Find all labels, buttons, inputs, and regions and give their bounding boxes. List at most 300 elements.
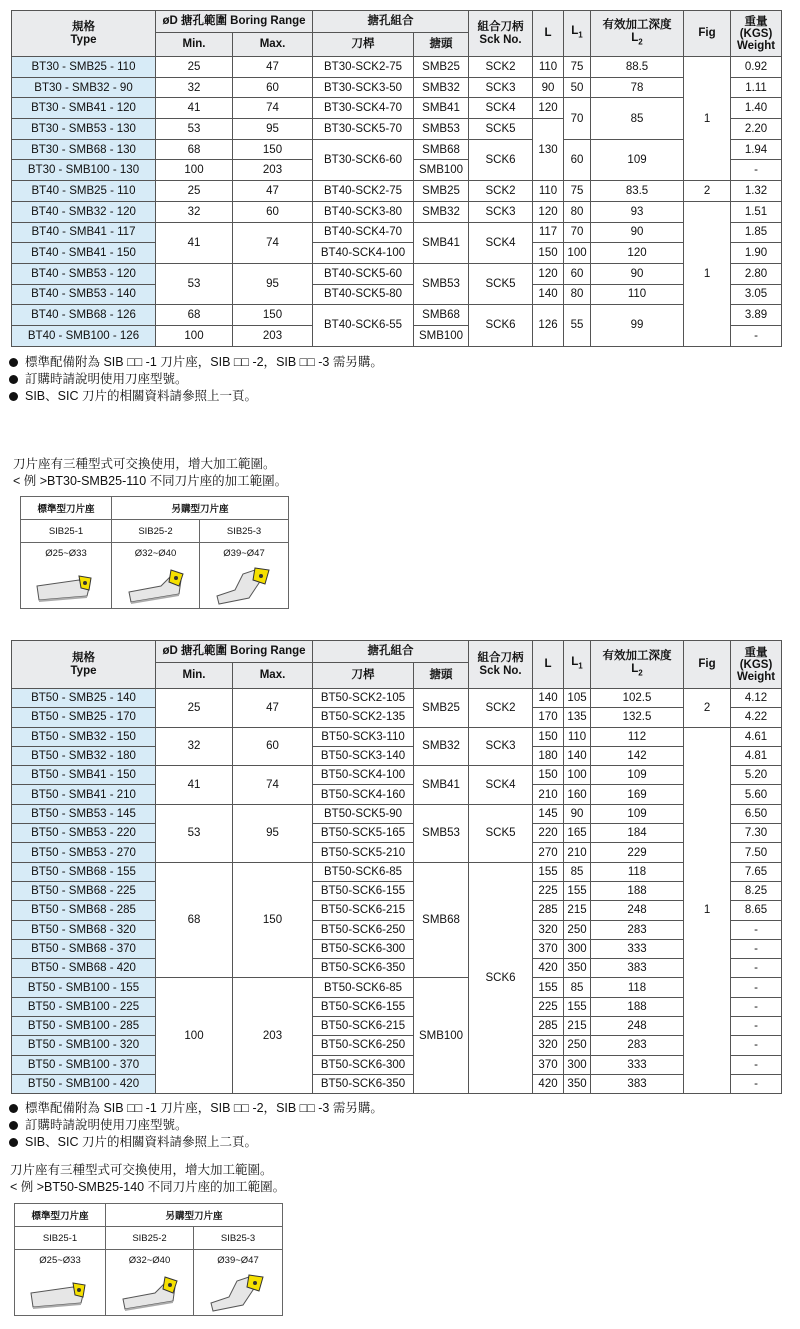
- weight-cell: -: [731, 959, 782, 978]
- sck-cell: SCK4: [469, 222, 533, 263]
- max-cell: 95: [233, 119, 313, 140]
- weight-cell: 4.61: [731, 727, 782, 746]
- type-cell: BT50 - SMB32 - 150: [12, 727, 156, 746]
- l1-cell: 70: [564, 98, 591, 139]
- header-sck-no: 組合刀柄 Sck No.: [469, 11, 533, 57]
- l2-cell: 383: [591, 1074, 684, 1093]
- shank-cell: BT50-SCK5-210: [313, 843, 414, 862]
- l1-cell: 100: [564, 766, 591, 785]
- l-cell: 110: [533, 181, 564, 202]
- weight-cell: -: [731, 1017, 782, 1036]
- l1-cell: 250: [564, 920, 591, 939]
- weight-cell: -: [731, 1036, 782, 1055]
- header-sck-no: 組合刀柄 Sck No.: [469, 641, 533, 689]
- sck-cell: SCK4: [469, 98, 533, 119]
- l2-cell: 184: [591, 824, 684, 843]
- weight-cell: 1.32: [731, 181, 782, 202]
- min-cell: 53: [156, 263, 233, 304]
- header-fig: Fig: [684, 641, 731, 689]
- bullet-icon: [9, 375, 18, 384]
- type-cell: BT50 - SMB68 - 285: [12, 901, 156, 920]
- header-spec-type: 規格 Type: [12, 11, 156, 57]
- table-row: [12, 920, 782, 939]
- l-cell: 140: [533, 284, 564, 305]
- l2-cell: 283: [591, 1036, 684, 1055]
- type-cell: BT50 - SMB68 - 155: [12, 862, 156, 881]
- min-cell: 41: [156, 766, 233, 805]
- l1-cell: 100: [564, 243, 591, 264]
- l-cell: 120: [533, 98, 564, 119]
- table-row: [12, 243, 782, 264]
- head-cell: SMB53: [414, 263, 469, 304]
- shank-cell: BT50-SCK6-155: [313, 881, 414, 900]
- holder-range: Ø32~Ø40: [112, 543, 200, 564]
- holder-range: Ø39~Ø47: [200, 543, 289, 564]
- shank-cell: BT50-SCK5-90: [313, 804, 414, 823]
- l-cell: 180: [533, 746, 564, 765]
- l1-cell: 80: [564, 201, 591, 222]
- shank-cell: BT30-SCK6-60: [313, 139, 414, 180]
- sck-cell: SCK6: [469, 862, 533, 1094]
- table-row: [12, 804, 782, 823]
- l2-cell: 283: [591, 920, 684, 939]
- fig-cell: 1: [684, 201, 731, 346]
- type-cell: BT40 - SMB32 - 120: [12, 201, 156, 222]
- l2-cell: 248: [591, 1017, 684, 1036]
- shank-cell: BT40-SCK6-55: [313, 305, 414, 346]
- header-shank: 刀桿: [313, 33, 414, 57]
- l2-cell: 109: [591, 804, 684, 823]
- notes-block-2: [9, 1100, 383, 1151]
- header-combo: 搪孔組合: [313, 11, 469, 33]
- head-cell: SMB53: [414, 119, 469, 140]
- min-cell: 25: [156, 181, 233, 202]
- head-cell: SMB25: [414, 689, 469, 728]
- shank-cell: BT30-SCK5-70: [313, 119, 414, 140]
- weight-cell: -: [731, 939, 782, 958]
- l1-cell: 60: [564, 263, 591, 284]
- table-row: [12, 77, 782, 98]
- l-cell: 155: [533, 978, 564, 997]
- insert-holder-table-2: [14, 1203, 283, 1316]
- weight-cell: 7.50: [731, 843, 782, 862]
- l-cell: 225: [533, 881, 564, 900]
- table-row: [12, 997, 782, 1016]
- weight-cell: 3.05: [731, 284, 782, 305]
- l1-cell: 250: [564, 1036, 591, 1055]
- weight-cell: 5.20: [731, 766, 782, 785]
- head-cell: SMB32: [414, 727, 469, 766]
- l2-cell: 142: [591, 746, 684, 765]
- shank-cell: BT40-SCK3-80: [313, 201, 414, 222]
- weight-cell: -: [731, 1055, 782, 1074]
- shank-cell: BT50-SCK6-215: [313, 901, 414, 920]
- max-cell: 203: [233, 978, 313, 1094]
- header-l: L: [533, 641, 564, 689]
- table-row: [12, 901, 782, 920]
- min-cell: 53: [156, 804, 233, 862]
- type-cell: BT30 - SMB32 - 90: [12, 77, 156, 98]
- standard-holder-header: 標準型刀片座: [21, 497, 112, 520]
- note-item: 訂購時請說明使用刀座型號。: [9, 1117, 383, 1134]
- header-head: 搪頭: [414, 663, 469, 689]
- l2-cell: 120: [591, 243, 684, 264]
- weight-cell: -: [731, 978, 782, 997]
- max-cell: 95: [233, 263, 313, 304]
- holder-range: Ø25~Ø33: [15, 1250, 106, 1271]
- max-cell: 47: [233, 181, 313, 202]
- weight-cell: 7.30: [731, 824, 782, 843]
- l-cell: 285: [533, 1017, 564, 1036]
- max-cell: 150: [233, 305, 313, 326]
- l2-cell: 229: [591, 843, 684, 862]
- max-cell: 60: [233, 727, 313, 766]
- l2-cell: 78: [591, 77, 684, 98]
- l1-cell: 155: [564, 997, 591, 1016]
- shank-cell: BT50-SCK3-110: [313, 727, 414, 746]
- max-cell: 150: [233, 862, 313, 978]
- type-cell: BT50 - SMB100 - 320: [12, 1036, 156, 1055]
- sib-2-holder-icon: [106, 1270, 194, 1316]
- header-head: 搪頭: [414, 33, 469, 57]
- weight-cell: 4.22: [731, 708, 782, 727]
- min-cell: 25: [156, 689, 233, 728]
- weight-cell: 7.65: [731, 862, 782, 881]
- table-row: [12, 284, 782, 305]
- min-cell: 32: [156, 727, 233, 766]
- header-l1: $L_1$: [564, 641, 591, 689]
- l-cell: 145: [533, 804, 564, 823]
- type-cell: BT40 - SMB41 - 150: [12, 243, 156, 264]
- l1-cell: 90: [564, 804, 591, 823]
- type-cell: BT40 - SMB53 - 140: [12, 284, 156, 305]
- l1-cell: 110: [564, 727, 591, 746]
- type-cell: BT50 - SMB53 - 220: [12, 824, 156, 843]
- holder-name: SIB25-2: [106, 1227, 194, 1250]
- l1-cell: 85: [564, 862, 591, 881]
- header-boring-range: øD 搪孔範圍 Boring Range: [156, 11, 313, 33]
- bullet-icon: [9, 1121, 18, 1130]
- shank-cell: BT40-SCK5-80: [313, 284, 414, 305]
- l2-cell: 333: [591, 939, 684, 958]
- l-cell: 110: [533, 57, 564, 78]
- type-cell: BT30 - SMB41 - 120: [12, 98, 156, 119]
- l2-cell: 112: [591, 727, 684, 746]
- head-cell: SMB25: [414, 57, 469, 78]
- l1-cell: 155: [564, 881, 591, 900]
- note-item: 訂購時請說明使用刀座型號。: [9, 371, 383, 388]
- l-cell: 117: [533, 222, 564, 243]
- max-cell: 47: [233, 689, 313, 728]
- table-row: [12, 263, 782, 284]
- l1-cell: 300: [564, 939, 591, 958]
- l1-cell: 55: [564, 305, 591, 346]
- sib-2-holder-icon: [112, 563, 200, 609]
- table-row: [12, 959, 782, 978]
- l-cell: 130: [533, 119, 564, 181]
- table-row: [12, 862, 782, 881]
- header-min: Min.: [156, 33, 233, 57]
- type-cell: BT50 - SMB41 - 210: [12, 785, 156, 804]
- standard-holder-header: 標準型刀片座: [15, 1204, 106, 1227]
- max-cell: 203: [233, 160, 313, 181]
- header-depth-l2: 有效加工深度 $L_2$: [591, 11, 684, 57]
- shank-cell: BT50-SCK2-135: [313, 708, 414, 727]
- head-cell: SMB41: [414, 98, 469, 119]
- bullet-icon: [9, 1104, 18, 1113]
- l-cell: 120: [533, 201, 564, 222]
- sck-cell: SCK5: [469, 804, 533, 862]
- l2-cell: 109: [591, 766, 684, 785]
- header-l1: $L_1$: [564, 11, 591, 57]
- l-cell: 420: [533, 959, 564, 978]
- head-cell: SMB68: [414, 862, 469, 978]
- l1-cell: 350: [564, 1074, 591, 1093]
- weight-cell: 1.11: [731, 77, 782, 98]
- min-cell: 68: [156, 862, 233, 978]
- fig-cell: 1: [684, 727, 731, 1094]
- l1-cell: 210: [564, 843, 591, 862]
- header-max: Max.: [233, 663, 313, 689]
- sck-cell: SCK4: [469, 766, 533, 805]
- type-cell: BT50 - SMB32 - 180: [12, 746, 156, 765]
- table-row: [12, 1036, 782, 1055]
- note-item: 標準配備附為 SIB □□ -1 刀片座，SIB □□ -2，SIB □□ -3 需另購。: [9, 1100, 383, 1117]
- table-row: [12, 1074, 782, 1093]
- sck-cell: SCK3: [469, 77, 533, 98]
- l-cell: 150: [533, 766, 564, 785]
- sck-cell: SCK6: [469, 139, 533, 180]
- head-cell: SMB41: [414, 222, 469, 263]
- l2-cell: 169: [591, 785, 684, 804]
- head-cell: SMB100: [414, 325, 469, 346]
- max-cell: 74: [233, 222, 313, 263]
- type-cell: BT50 - SMB100 - 420: [12, 1074, 156, 1093]
- l2-cell: 188: [591, 881, 684, 900]
- type-cell: BT50 - SMB25 - 140: [12, 689, 156, 708]
- holder-range: Ø25~Ø33: [21, 543, 112, 564]
- min-cell: 25: [156, 57, 233, 78]
- table-row: [12, 939, 782, 958]
- shank-cell: BT50-SCK6-350: [313, 959, 414, 978]
- l2-cell: 90: [591, 222, 684, 243]
- min-cell: 100: [156, 160, 233, 181]
- sib-3-holder-icon: [194, 1270, 283, 1316]
- bullet-icon: [9, 392, 18, 401]
- table-row: [12, 785, 782, 804]
- max-cell: 60: [233, 201, 313, 222]
- l1-cell: 215: [564, 1017, 591, 1036]
- holder-name: SIB25-3: [200, 520, 289, 543]
- table-row: [12, 1017, 782, 1036]
- type-cell: BT50 - SMB68 - 420: [12, 959, 156, 978]
- max-cell: 203: [233, 325, 313, 346]
- shank-cell: BT30-SCK4-70: [313, 98, 414, 119]
- weight-cell: 5.60: [731, 785, 782, 804]
- table-row: [12, 978, 782, 997]
- sib-1-holder-icon: [21, 563, 112, 609]
- l2-cell: 132.5: [591, 708, 684, 727]
- interchange-note-1: 刀片座有三種型式可交換使用，增大加工範圍。 < 例 >BT30-SMB25-110 不同刀片座的加工範圍。: [13, 457, 288, 488]
- min-cell: 41: [156, 222, 233, 263]
- table-row: [12, 1055, 782, 1074]
- shank-cell: BT40-SCK4-70: [313, 222, 414, 243]
- type-cell: BT50 - SMB25 - 170: [12, 708, 156, 727]
- weight-cell: -: [731, 920, 782, 939]
- max-cell: 60: [233, 77, 313, 98]
- table-row: [12, 57, 782, 78]
- l2-cell: 109: [591, 139, 684, 180]
- l-cell: 225: [533, 997, 564, 1016]
- l2-cell: 88.5: [591, 57, 684, 78]
- max-cell: 74: [233, 98, 313, 119]
- type-cell: BT40 - SMB53 - 120: [12, 263, 156, 284]
- bullet-icon: [9, 358, 18, 367]
- head-cell: SMB25: [414, 181, 469, 202]
- shank-cell: BT50-SCK6-155: [313, 997, 414, 1016]
- sib-3-holder-icon: [200, 563, 289, 609]
- table-row: [12, 727, 782, 746]
- header-boring-range: øD 搪孔範圍 Boring Range: [156, 641, 313, 663]
- l-cell: 150: [533, 727, 564, 746]
- l-cell: 150: [533, 243, 564, 264]
- weight-cell: 4.12: [731, 689, 782, 708]
- shank-cell: BT50-SCK2-105: [313, 689, 414, 708]
- weight-cell: -: [731, 325, 782, 346]
- type-cell: BT50 - SMB100 - 370: [12, 1055, 156, 1074]
- min-cell: 100: [156, 978, 233, 1094]
- shank-cell: BT50-SCK6-215: [313, 1017, 414, 1036]
- l1-cell: 300: [564, 1055, 591, 1074]
- min-cell: 68: [156, 139, 233, 160]
- l1-cell: 80: [564, 284, 591, 305]
- shank-cell: BT50-SCK6-250: [313, 920, 414, 939]
- fig-cell: 2: [684, 181, 731, 202]
- header-depth-l2: 有效加工深度 $L_2$: [591, 641, 684, 689]
- l-cell: 270: [533, 843, 564, 862]
- type-cell: BT40 - SMB25 - 110: [12, 181, 156, 202]
- fig-cell: 2: [684, 689, 731, 728]
- type-cell: BT30 - SMB25 - 110: [12, 57, 156, 78]
- header-l: L: [533, 11, 564, 57]
- header-weight: 重量 (KGS) Weight: [731, 641, 782, 689]
- l-cell: 370: [533, 1055, 564, 1074]
- l2-cell: 333: [591, 1055, 684, 1074]
- l1-cell: 70: [564, 222, 591, 243]
- max-cell: 74: [233, 766, 313, 805]
- shank-cell: BT50-SCK6-250: [313, 1036, 414, 1055]
- shank-cell: BT50-SCK6-300: [313, 939, 414, 958]
- l1-cell: 140: [564, 746, 591, 765]
- weight-cell: -: [731, 160, 782, 181]
- note-item: SIB、SIC 刀片的相關資料請參照上二頁。: [9, 1134, 383, 1151]
- l-cell: 420: [533, 1074, 564, 1093]
- optional-holder-header: 另購型刀片座: [112, 497, 289, 520]
- l-cell: 220: [533, 824, 564, 843]
- shank-cell: BT40-SCK2-75: [313, 181, 414, 202]
- l-cell: 140: [533, 689, 564, 708]
- note-item: SIB、SIC 刀片的相關資料請參照上一頁。: [9, 388, 383, 405]
- sck-cell: SCK3: [469, 727, 533, 766]
- shank-cell: BT30-SCK2-75: [313, 57, 414, 78]
- optional-holder-header: 另購型刀片座: [106, 1204, 283, 1227]
- type-cell: BT50 - SMB68 - 370: [12, 939, 156, 958]
- head-cell: SMB100: [414, 160, 469, 181]
- head-cell: SMB53: [414, 804, 469, 862]
- type-cell: BT50 - SMB53 - 145: [12, 804, 156, 823]
- shank-cell: BT50-SCK6-300: [313, 1055, 414, 1074]
- shank-cell: BT50-SCK3-140: [313, 746, 414, 765]
- l2-cell: 118: [591, 978, 684, 997]
- max-cell: 150: [233, 139, 313, 160]
- holder-name: SIB25-1: [21, 520, 112, 543]
- shank-cell: BT50-SCK6-85: [313, 978, 414, 997]
- l2-cell: 383: [591, 959, 684, 978]
- shank-cell: BT40-SCK4-100: [313, 243, 414, 264]
- table-row: [12, 98, 782, 119]
- header-weight: 重量 (KGS) Weight: [731, 11, 782, 57]
- shank-cell: BT50-SCK6-350: [313, 1074, 414, 1093]
- weight-cell: 1.85: [731, 222, 782, 243]
- l-cell: 320: [533, 1036, 564, 1055]
- l2-cell: 110: [591, 284, 684, 305]
- sck-cell: SCK3: [469, 201, 533, 222]
- shank-cell: BT30-SCK3-50: [313, 77, 414, 98]
- head-cell: SMB68: [414, 139, 469, 160]
- l1-cell: 215: [564, 901, 591, 920]
- table-row: [12, 181, 782, 202]
- shank-cell: BT50-SCK4-100: [313, 766, 414, 785]
- table-row: [12, 766, 782, 785]
- l2-cell: 102.5: [591, 689, 684, 708]
- l2-cell: 93: [591, 201, 684, 222]
- type-cell: BT30 - SMB68 - 130: [12, 139, 156, 160]
- min-cell: 32: [156, 77, 233, 98]
- l-cell: 320: [533, 920, 564, 939]
- header-min: Min.: [156, 663, 233, 689]
- l2-cell: 118: [591, 862, 684, 881]
- weight-cell: 8.25: [731, 881, 782, 900]
- header-combo: 搪孔組合: [313, 641, 469, 663]
- weight-cell: 3.89: [731, 305, 782, 326]
- header-shank: 刀桿: [313, 663, 414, 689]
- type-cell: BT30 - SMB100 - 130: [12, 160, 156, 181]
- sck-cell: SCK2: [469, 181, 533, 202]
- table-row: [12, 305, 782, 326]
- type-cell: BT50 - SMB100 - 155: [12, 978, 156, 997]
- sck-cell: SCK5: [469, 263, 533, 304]
- sck-cell: SCK2: [469, 57, 533, 78]
- type-cell: BT30 - SMB53 - 130: [12, 119, 156, 140]
- head-cell: SMB32: [414, 77, 469, 98]
- weight-cell: -: [731, 997, 782, 1016]
- shank-cell: BT50-SCK5-165: [313, 824, 414, 843]
- max-cell: 95: [233, 804, 313, 862]
- fig-cell: 1: [684, 57, 731, 181]
- l-cell: 120: [533, 263, 564, 284]
- l2-cell: 188: [591, 997, 684, 1016]
- head-cell: SMB41: [414, 766, 469, 805]
- weight-cell: 0.92: [731, 57, 782, 78]
- l1-cell: 85: [564, 978, 591, 997]
- l-cell: 370: [533, 939, 564, 958]
- l2-cell: 248: [591, 901, 684, 920]
- sck-cell: SCK5: [469, 119, 533, 140]
- l1-cell: 165: [564, 824, 591, 843]
- l-cell: 285: [533, 901, 564, 920]
- l1-cell: 350: [564, 959, 591, 978]
- spec-table-bt30-bt40: [11, 10, 782, 347]
